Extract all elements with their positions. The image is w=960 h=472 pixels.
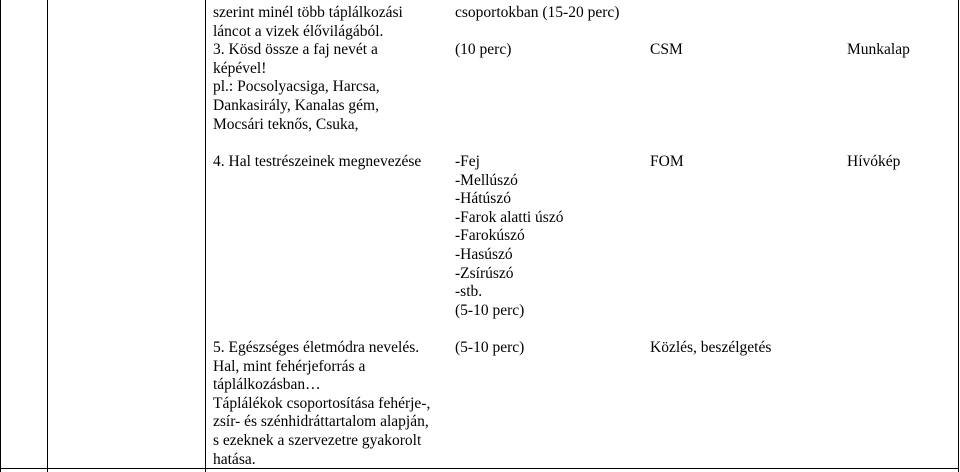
row1-tool-cell: Munkalap [847, 41, 910, 58]
row2-organization-line: -stb. [455, 283, 483, 301]
row1-organization-line: (10 perc) [455, 41, 512, 59]
row3-organization-cell [455, 339, 524, 358]
row1-activity-line: szerint minél több táplálkozási [213, 4, 403, 21]
row1-activity-line: Mocsári teknős, Csuka, [213, 115, 359, 133]
table-border-left [0, 0, 1, 472]
row1-activity-cell [213, 4, 403, 134]
table-border-bottom [0, 468, 959, 469]
row1-activity-line: Dankasirály, Kanalas gém, [213, 96, 379, 114]
row2-tool-cell: Hívókép [847, 153, 901, 170]
row1-organization-line: csoportokban (15-20 perc) [455, 4, 620, 21]
row2-organization-line: -Hasúszó [455, 245, 513, 263]
row3-activity-line: 5. Egészséges életmódra nevelés. [213, 339, 420, 356]
row2-activity-line: 4. Hal testrészeinek megnevezése [213, 153, 422, 170]
row3-activity-line: Táplálékok csoportosítása fehérje-, [213, 394, 431, 412]
row3-activity-line: Hal, mint fehérjeforrás a [213, 357, 366, 375]
row3-activity-line: táplálkozásban… [213, 376, 321, 394]
row1-organization-spacer [455, 23, 619, 42]
row2-organization-line: -Fej [455, 153, 480, 170]
table-border-right [958, 0, 959, 472]
row2-organization-line: -Zsírúszó [455, 264, 514, 282]
row3-organization-line: (5-10 perc) [455, 339, 525, 356]
row1-activity-line: 3. Kösd össze a faj nevét a [213, 41, 378, 59]
row1-method-cell: CSM [650, 41, 683, 58]
table-border-col1 [47, 0, 48, 472]
row2-organization-line: -Farokúszó [455, 227, 525, 245]
row3-activity-cell [213, 339, 430, 469]
row2-activity-cell [213, 153, 421, 172]
row3-activity-line: zsír- és szénhidráttartalom alapján, [213, 413, 429, 431]
row1-organization-cell [455, 4, 619, 60]
row2-organization-line: -Hátúszó [455, 190, 511, 208]
row1-activity-line: pl.: Pocsolyacsiga, Harcsa, [213, 78, 380, 96]
row3-activity-line: hatása. [213, 450, 256, 468]
row3-activity-line: s ezeknek a szervezetre gyakorolt [213, 431, 422, 449]
row2-organization-line: -Farok alatti úszó [455, 208, 564, 226]
row2-organization-line: -Mellúszó [455, 171, 518, 189]
row2-organization-line: (5-10 perc) [455, 301, 525, 319]
row2-method-cell: FOM [650, 153, 684, 170]
row1-activity-line: képével! [213, 59, 267, 77]
row2-organization-cell [455, 153, 563, 320]
row3-method-cell: Közlés, beszélgetés [650, 339, 772, 356]
table-border-col2 [205, 0, 206, 472]
row1-activity-line: láncot a vizek élővilágából. [213, 22, 384, 40]
